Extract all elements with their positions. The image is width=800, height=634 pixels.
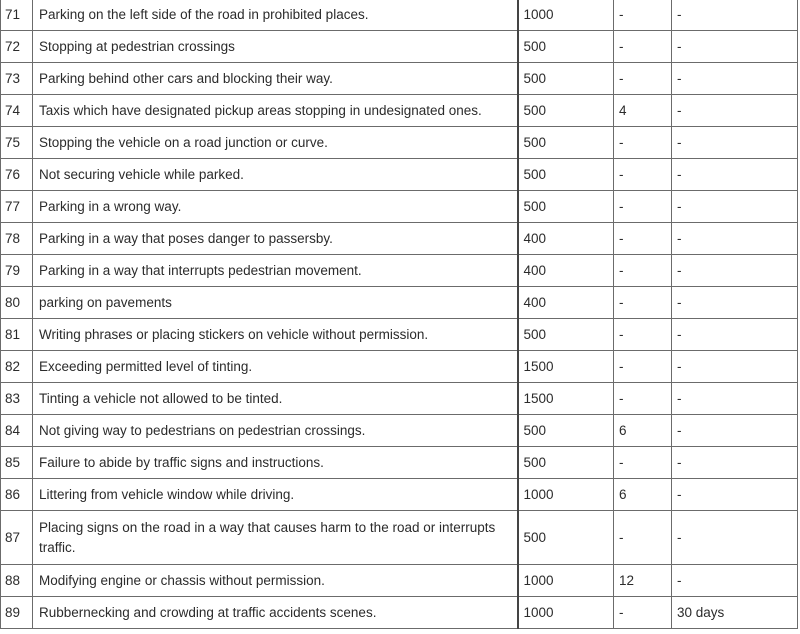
fine-amount: 500 bbox=[518, 31, 614, 63]
fine-amount: 500 bbox=[518, 415, 614, 447]
violation-number: 83 bbox=[1, 383, 33, 415]
violation-description: Littering from vehicle window while driving. bbox=[33, 479, 518, 511]
violation-description: Stopping the vehicle on a road junction or curve. bbox=[33, 127, 518, 159]
black-points: - bbox=[614, 447, 672, 479]
impound-period: - bbox=[672, 0, 798, 31]
table-row bbox=[1, 223, 798, 255]
fine-amount: 1000 bbox=[518, 565, 614, 597]
table-row bbox=[1, 127, 798, 159]
black-points: - bbox=[614, 383, 672, 415]
black-points: - bbox=[614, 223, 672, 255]
table-row bbox=[1, 351, 798, 383]
violation-description: Stopping at pedestrian crossings bbox=[33, 31, 518, 63]
black-points: - bbox=[614, 351, 672, 383]
violation-number: 80 bbox=[1, 287, 33, 319]
fine-amount: 1500 bbox=[518, 383, 614, 415]
violation-number: 72 bbox=[1, 31, 33, 63]
fine-amount: 500 bbox=[518, 127, 614, 159]
violation-description: Modifying engine or chassis without permission. bbox=[33, 565, 518, 597]
table-row bbox=[1, 95, 798, 127]
table-row bbox=[1, 447, 798, 479]
fine-amount: 1000 bbox=[518, 0, 614, 31]
black-points: - bbox=[614, 511, 672, 565]
violation-description: Failure to abide by traffic signs and instructions. bbox=[33, 447, 518, 479]
violation-description: Exceeding permitted level of tinting. bbox=[33, 351, 518, 383]
violation-number: 85 bbox=[1, 447, 33, 479]
fine-amount: 500 bbox=[518, 95, 614, 127]
impound-period: - bbox=[672, 31, 798, 63]
fine-amount: 400 bbox=[518, 255, 614, 287]
impound-period: - bbox=[672, 287, 798, 319]
table-row bbox=[1, 415, 798, 447]
violation-number: 82 bbox=[1, 351, 33, 383]
violation-number: 77 bbox=[1, 191, 33, 223]
table-row bbox=[1, 287, 798, 319]
violation-number: 71 bbox=[1, 0, 33, 31]
violation-description: Rubbernecking and crowding at traffic accidents scenes. bbox=[33, 597, 518, 629]
violation-number: 79 bbox=[1, 255, 33, 287]
impound-period: - bbox=[672, 223, 798, 255]
black-points: 4 bbox=[614, 95, 672, 127]
violation-description: Taxis which have designated pickup areas stopping in undesignated ones. bbox=[33, 95, 518, 127]
violation-description: Parking behind other cars and blocking their way. bbox=[33, 63, 518, 95]
impound-period: - bbox=[672, 447, 798, 479]
black-points: - bbox=[614, 191, 672, 223]
violation-description: Parking in a wrong way. bbox=[33, 191, 518, 223]
impound-period: - bbox=[672, 95, 798, 127]
violation-description: Parking on the left side of the road in prohibited places. bbox=[33, 0, 518, 31]
violation-number: 88 bbox=[1, 565, 33, 597]
violation-description: Tinting a vehicle not allowed to be tinted. bbox=[33, 383, 518, 415]
impound-period: - bbox=[672, 127, 798, 159]
black-points: - bbox=[614, 597, 672, 629]
black-points: - bbox=[614, 319, 672, 351]
table-row bbox=[1, 159, 798, 191]
violation-description: Parking in a way that interrupts pedestrian movement. bbox=[33, 255, 518, 287]
fine-amount: 400 bbox=[518, 287, 614, 319]
violations-table-body bbox=[1, 0, 798, 629]
impound-period: - bbox=[672, 159, 798, 191]
fine-amount: 500 bbox=[518, 447, 614, 479]
violation-number: 86 bbox=[1, 479, 33, 511]
violation-number: 76 bbox=[1, 159, 33, 191]
table-row bbox=[1, 0, 798, 31]
impound-period: - bbox=[672, 415, 798, 447]
black-points: 12 bbox=[614, 565, 672, 597]
fine-amount: 500 bbox=[518, 511, 614, 565]
table-row bbox=[1, 511, 798, 565]
violation-number: 78 bbox=[1, 223, 33, 255]
table-row bbox=[1, 63, 798, 95]
table-row bbox=[1, 565, 798, 597]
violation-number: 87 bbox=[1, 511, 33, 565]
violation-description: Placing signs on the road in a way that causes harm to the road or interrupts traffic. bbox=[33, 511, 518, 565]
fine-amount: 500 bbox=[518, 319, 614, 351]
violation-number: 89 bbox=[1, 597, 33, 629]
table-row bbox=[1, 31, 798, 63]
fine-amount: 1000 bbox=[518, 479, 614, 511]
table-row bbox=[1, 383, 798, 415]
fine-amount: 500 bbox=[518, 191, 614, 223]
fine-amount: 500 bbox=[518, 159, 614, 191]
impound-period: 30 days bbox=[672, 597, 798, 629]
table-row bbox=[1, 597, 798, 629]
fine-amount: 1000 bbox=[518, 597, 614, 629]
impound-period: - bbox=[672, 351, 798, 383]
black-points: - bbox=[614, 127, 672, 159]
table-row bbox=[1, 319, 798, 351]
table-row bbox=[1, 255, 798, 287]
violation-description: parking on pavements bbox=[33, 287, 518, 319]
black-points: - bbox=[614, 63, 672, 95]
impound-period: - bbox=[672, 63, 798, 95]
violation-number: 74 bbox=[1, 95, 33, 127]
impound-period: - bbox=[672, 191, 798, 223]
violation-number: 73 bbox=[1, 63, 33, 95]
impound-period: - bbox=[672, 511, 798, 565]
black-points: 6 bbox=[614, 415, 672, 447]
black-points: - bbox=[614, 0, 672, 31]
black-points: - bbox=[614, 159, 672, 191]
impound-period: - bbox=[672, 565, 798, 597]
violation-description: Not giving way to pedestrians on pedestrian crossings. bbox=[33, 415, 518, 447]
impound-period: - bbox=[672, 383, 798, 415]
violation-description: Writing phrases or placing stickers on vehicle without permission. bbox=[33, 319, 518, 351]
violation-description: Not securing vehicle while parked. bbox=[33, 159, 518, 191]
table-row bbox=[1, 191, 798, 223]
black-points: - bbox=[614, 255, 672, 287]
impound-period: - bbox=[672, 479, 798, 511]
black-points: - bbox=[614, 31, 672, 63]
impound-period: - bbox=[672, 255, 798, 287]
fine-amount: 500 bbox=[518, 63, 614, 95]
violation-number: 75 bbox=[1, 127, 33, 159]
table-row bbox=[1, 479, 798, 511]
violation-number: 84 bbox=[1, 415, 33, 447]
fine-amount: 1500 bbox=[518, 351, 614, 383]
impound-period: - bbox=[672, 319, 798, 351]
black-points: - bbox=[614, 287, 672, 319]
fine-amount: 400 bbox=[518, 223, 614, 255]
violation-number: 81 bbox=[1, 319, 33, 351]
violation-description: Parking in a way that poses danger to passersby. bbox=[33, 223, 518, 255]
black-points: 6 bbox=[614, 479, 672, 511]
